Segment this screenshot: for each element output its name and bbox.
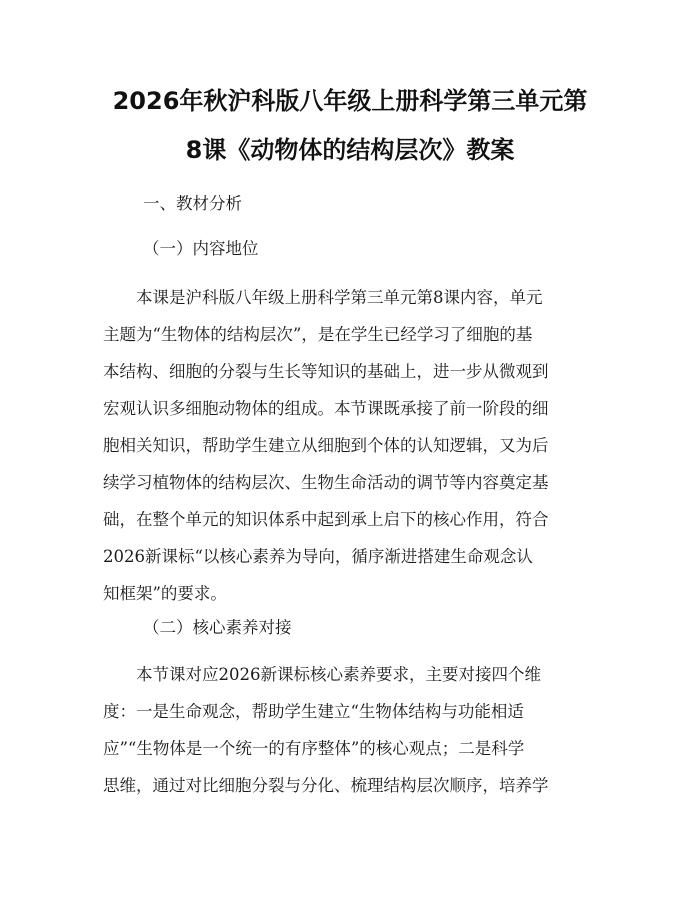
section-heading-textbook-analysis: 一、教材分析 (143, 194, 242, 213)
paragraph-line: 础，在整个单元的知识体系中起到承上启下的核心作用，符合 (103, 510, 549, 529)
subsection-heading-content-position: （一）内容地位 (143, 239, 259, 258)
paragraph-line: 宏观认识多细胞动物体的组成。本节课既承接了前一阶段的细 (103, 399, 549, 418)
paragraph-line: 2026新课标“以核心素养为导向，循序渐进搭建生命观念认 (103, 547, 533, 566)
paragraph-line: 续学习植物体的结构层次、生物生命活动的调节等内容奠定基 (103, 473, 549, 492)
document-title-line-2: 8课《动物体的结构层次》教案 (185, 136, 515, 164)
paragraph-line: 本节课对应2026新课标核心素养要求，主要对接四个维 (103, 665, 541, 684)
paragraph-line: 本课是沪科版八年级上册科学第三单元第8课内容，单元 (103, 288, 543, 307)
paragraph-line: 应”“生物体是一个统一的有序整体”的核心观点；二是科学 (103, 739, 525, 758)
subsection-heading-core-literacy: （二）核心素养对接 (143, 618, 292, 637)
paragraph-line: 胞相关知识，帮助学生建立从细胞到个体的认知逻辑，又为后 (103, 436, 549, 455)
document-title-line-1: 2026年秋沪科版八年级上册科学第三单元第 (112, 87, 588, 115)
paragraph-line: 度：一是生命观念，帮助学生建立“生物体结构与功能相适 (103, 702, 524, 721)
paragraph-line: 主题为“生物体的结构层次”，是在学生已经学习了细胞的基 (103, 325, 533, 344)
paragraph-line: 本结构、细胞的分裂与生长等知识的基础上，进一步从微观到 (103, 362, 549, 381)
paragraph-line: 思维，通过对比细胞分裂与分化、梳理结构层次顺序，培养学 (103, 776, 549, 795)
paragraph-line: 知框架”的要求。 (103, 584, 227, 603)
